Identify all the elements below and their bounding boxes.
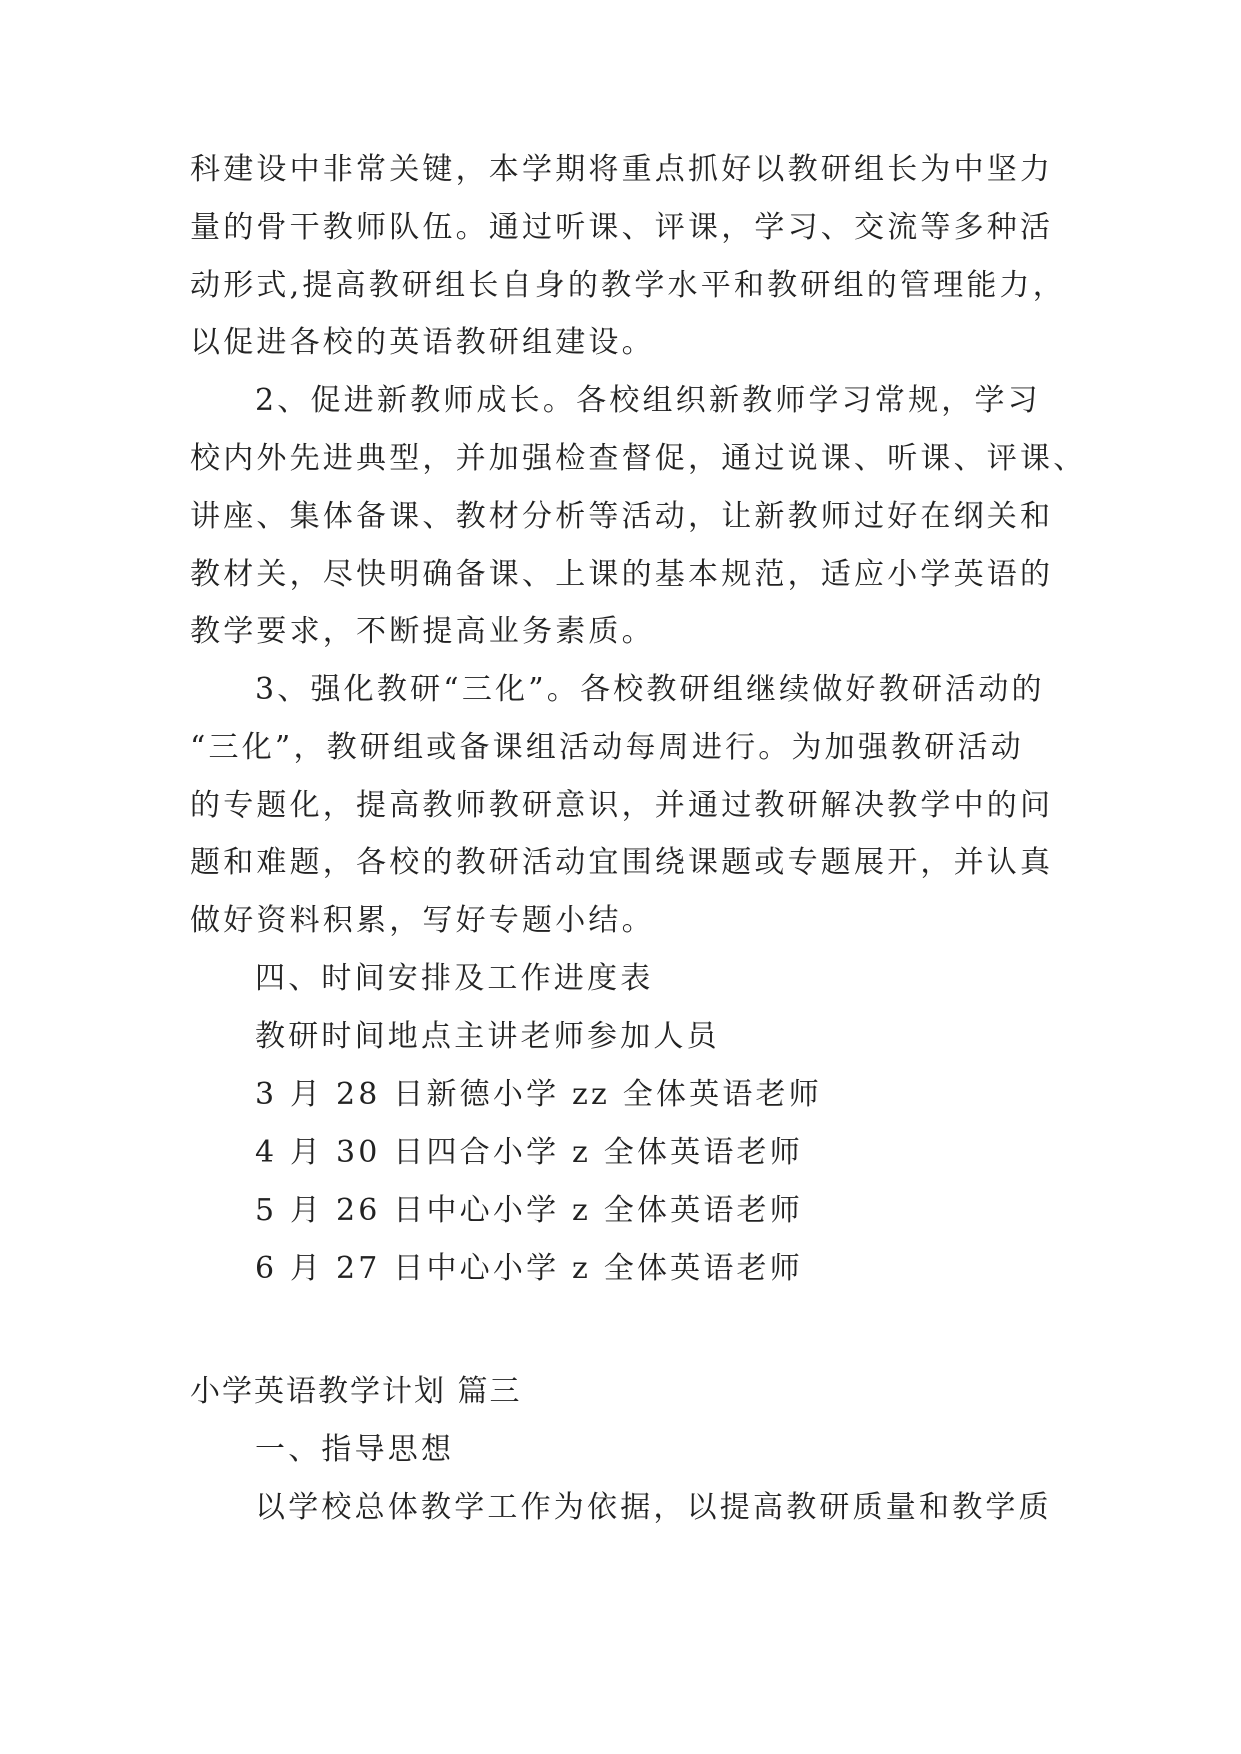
paragraph-line: 以促进各校的英语教研组建设。	[190, 325, 655, 360]
paragraph-line: “三化”，教研组或备课组活动每周进行。为加强教研活动	[190, 730, 1024, 765]
paragraph-line: 动形式,提高教研组长自身的教学水平和教研组的管理能力，	[190, 268, 1066, 303]
paragraph-line: 教材关，尽快明确备课、上课的基本规范，适应小学英语的	[190, 557, 1054, 592]
schedule-row: 5 月 26 日中心小学 z 全体英语老师	[255, 1193, 803, 1228]
paragraph-line: 做好资料积累，写好专题小结。	[190, 903, 655, 938]
paragraph-line: 量的骨干教师队伍。通过听课、评课，学习、交流等多种活	[190, 210, 1054, 245]
paragraph-line: 题和难题，各校的教研活动宜围绕课题或专题展开，并认真	[190, 845, 1054, 880]
paragraph-line: 2、促进新教师成长。各校组织新教师学习常规，学习	[255, 383, 1041, 418]
paragraph-line: 的专题化，提高教师教研意识，并通过教研解决教学中的问	[190, 788, 1054, 823]
paragraph-line: 教学要求，不断提高业务素质。	[190, 614, 655, 649]
section-heading: 一、指导思想	[255, 1432, 455, 1467]
schedule-row: 3 月 28 日新德小学 zz 全体英语老师	[255, 1077, 822, 1112]
paragraph-line: 校内外先进典型，并加强检查督促，通过说课、听课、评课、	[190, 441, 1087, 476]
paragraph-line: 以学校总体教学工作为依据，以提高教研质量和教学质	[255, 1490, 1052, 1525]
article-title: 小学英语教学计划 篇三	[190, 1374, 522, 1409]
schedule-row: 6 月 27 日中心小学 z 全体英语老师	[255, 1251, 803, 1286]
schedule-header: 教研时间地点主讲老师参加人员	[255, 1019, 720, 1054]
section-heading: 四、时间安排及工作进度表	[255, 961, 654, 996]
schedule-row: 4 月 30 日四合小学 z 全体英语老师	[255, 1135, 803, 1170]
paragraph-line: 3、强化教研“三化”。各校教研组继续做好教研活动的	[255, 672, 1045, 707]
paragraph-line: 科建设中非常关键，本学期将重点抓好以教研组长为中坚力	[190, 152, 1054, 187]
paragraph-line: 讲座、集体备课、教材分析等活动，让新教师过好在纲关和	[190, 499, 1054, 534]
